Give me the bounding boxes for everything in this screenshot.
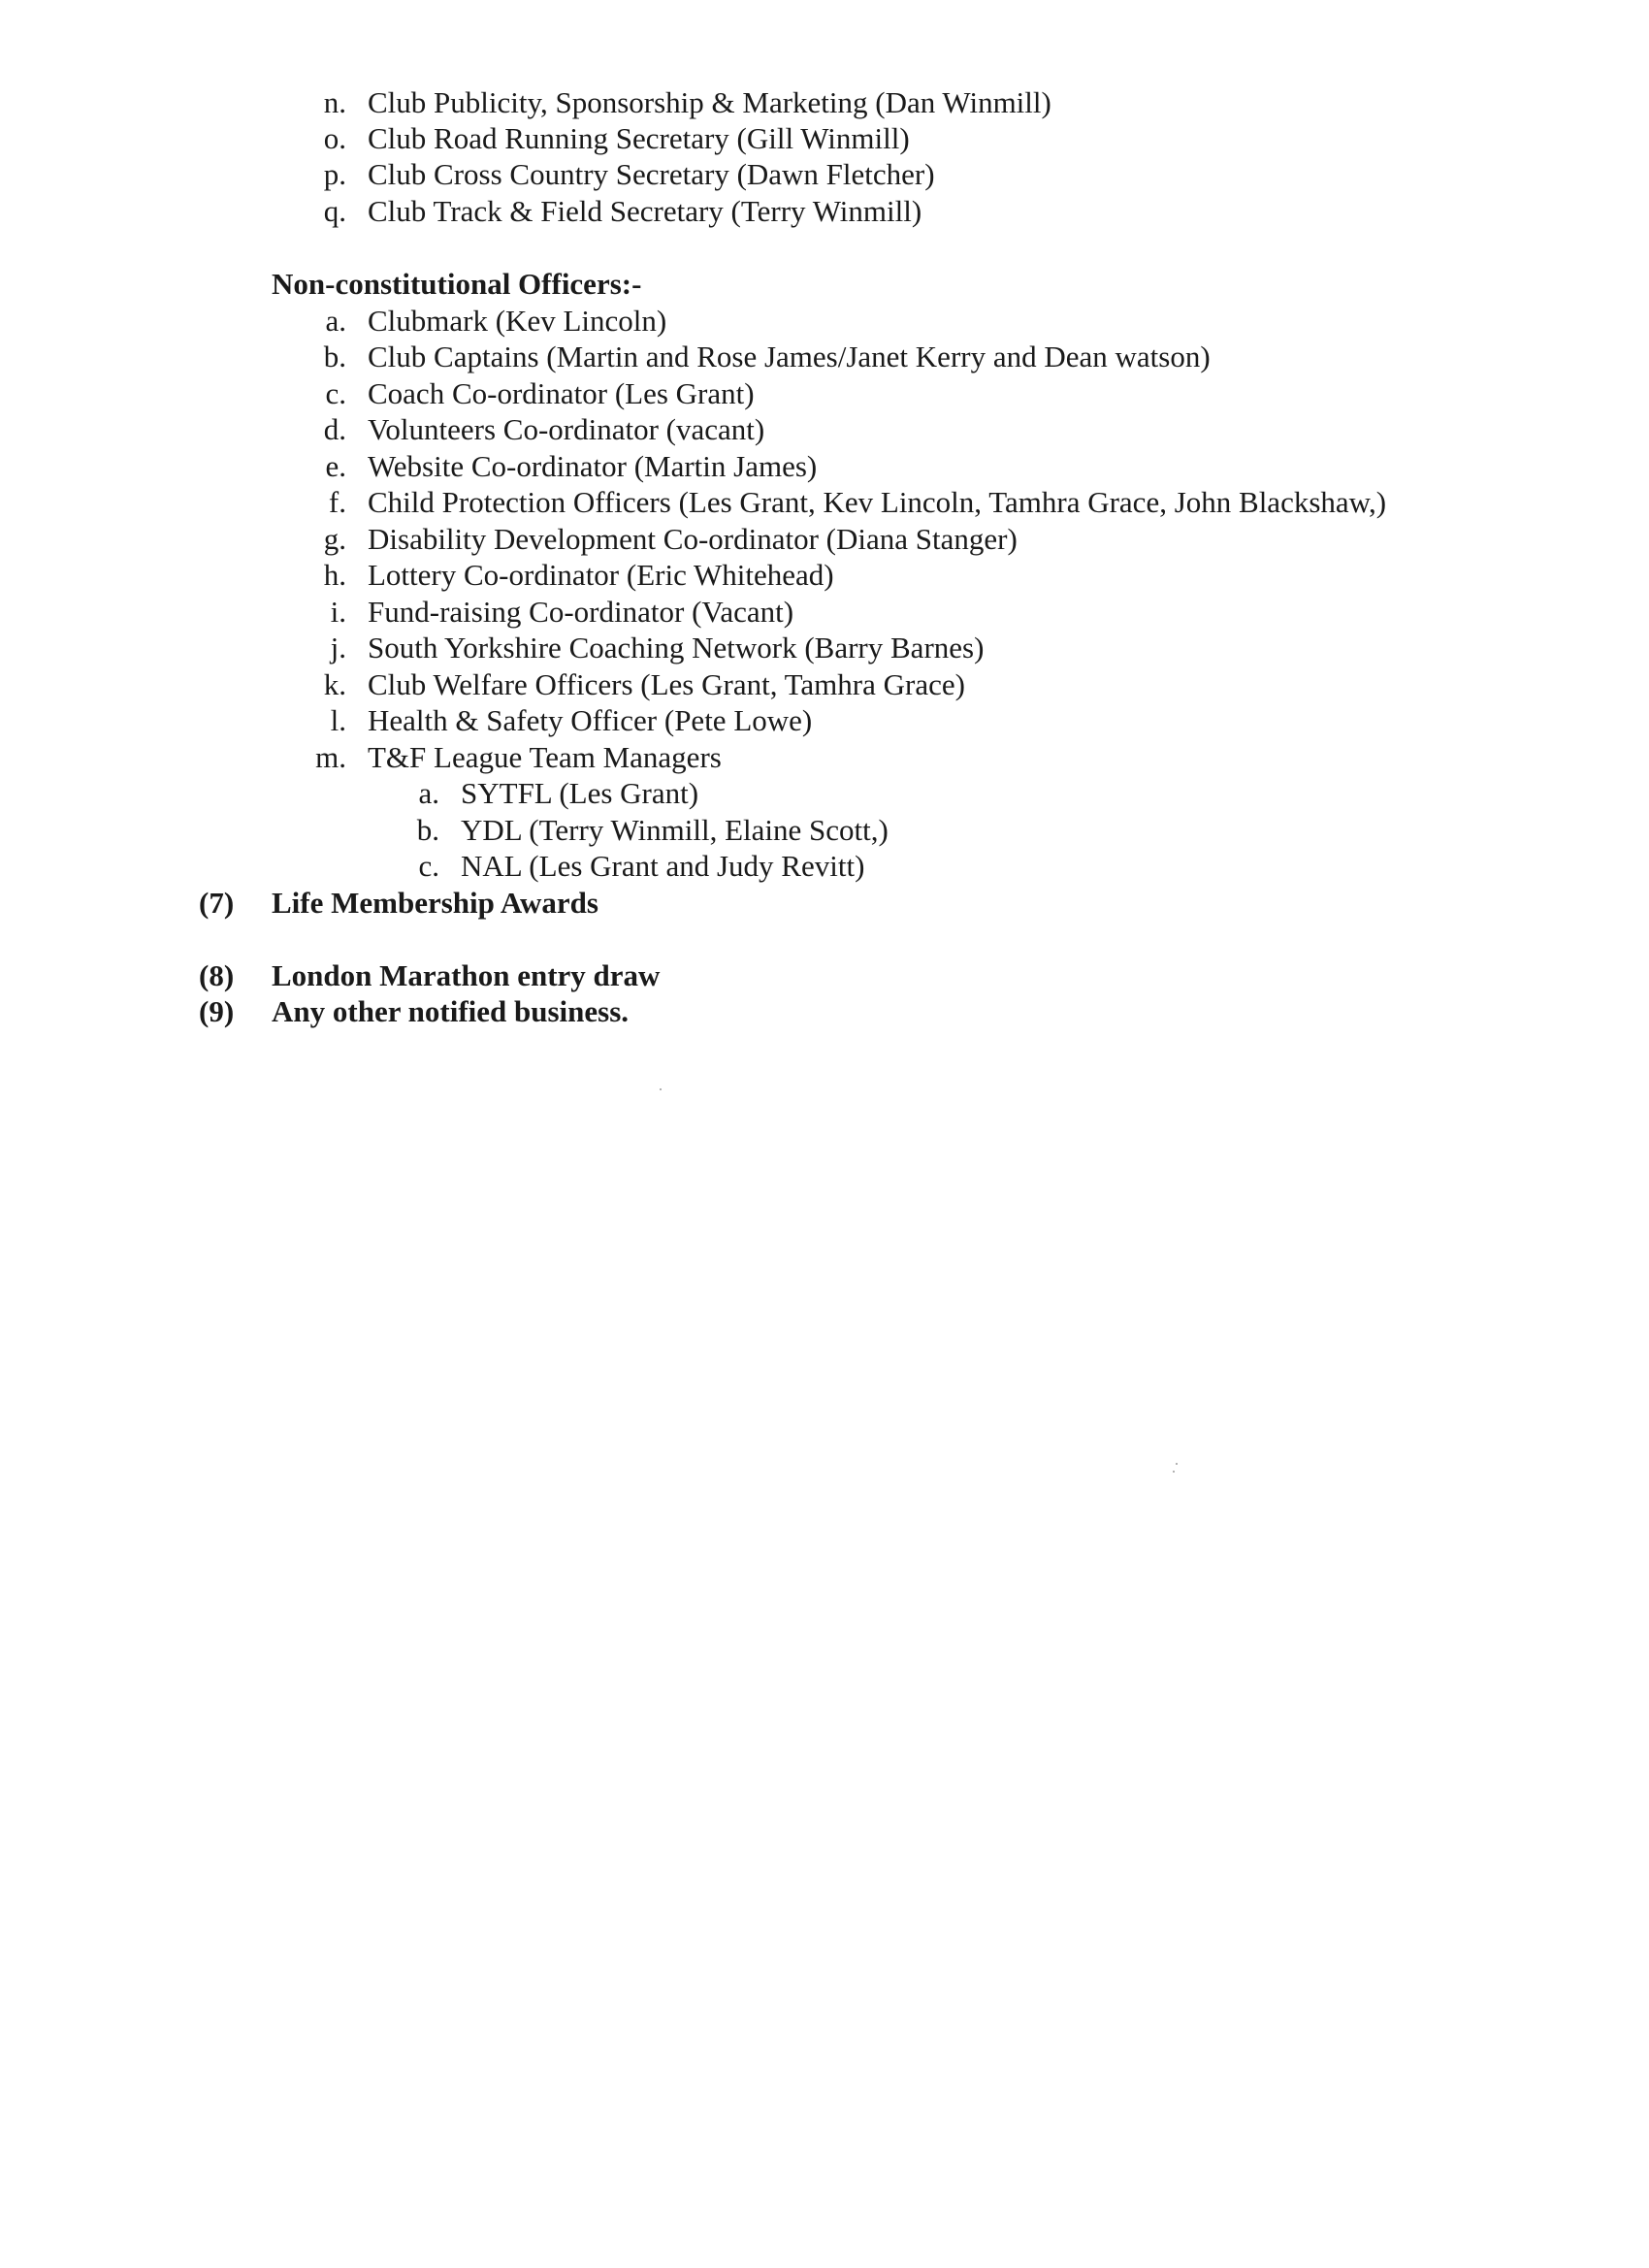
- list-marker: q.: [323, 194, 346, 228]
- scan-speck: [660, 1088, 662, 1090]
- agenda-item: [199, 885, 598, 921]
- agenda-text: Life Membership Awards: [272, 886, 598, 920]
- agenda-number: (9): [199, 994, 235, 1028]
- list-item: [299, 666, 965, 702]
- list-item-text: Club Cross Country Secretary (Dawn Fletcher): [368, 157, 935, 191]
- list-item-text: Club Track & Field Secretary (Terry Winmill): [368, 194, 922, 228]
- list-item-text: YDL (Terry Winmill, Elaine Scott,): [461, 813, 889, 847]
- list-item-text: Club Publicity, Sponsorship & Marketing (Dan Winmill): [368, 85, 1051, 119]
- list-item: [299, 739, 722, 775]
- list-marker: h.: [323, 558, 346, 592]
- list-item-text: Volunteers Co-ordinator (vacant): [368, 412, 765, 446]
- agenda-number: (7): [199, 886, 235, 920]
- list-marker: g.: [323, 522, 346, 556]
- list-item: [299, 557, 834, 593]
- agenda-text: London Marathon entry draw: [272, 958, 661, 992]
- list-marker: m.: [315, 740, 346, 774]
- list-item: [299, 630, 984, 665]
- list-item: [299, 448, 817, 484]
- list-item: [299, 339, 1211, 374]
- sub-list-item: [392, 775, 698, 811]
- list-item-text: Health & Safety Officer (Pete Lowe): [368, 703, 813, 737]
- list-marker: o.: [323, 121, 346, 155]
- list-marker: e.: [325, 449, 346, 483]
- scan-speck: [1176, 1463, 1178, 1465]
- list-marker: a.: [418, 776, 439, 810]
- list-item: [299, 702, 812, 738]
- sub-list-item: [392, 812, 889, 848]
- list-item: [299, 193, 922, 229]
- list-item: [299, 521, 1018, 557]
- list-item-text: NAL (Les Grant and Judy Revitt): [461, 849, 865, 883]
- list-item-text: Lottery Co-ordinator (Eric Whitehead): [368, 558, 834, 592]
- list-item: [299, 84, 1051, 120]
- sub-list-item: [392, 848, 864, 884]
- list-marker: p.: [323, 157, 346, 191]
- agenda-text: Any other notified business.: [272, 994, 630, 1028]
- list-marker: c.: [325, 376, 346, 410]
- section-heading: Non-constitutional Officers:-: [272, 267, 642, 301]
- list-marker: b.: [323, 340, 346, 373]
- list-item: [299, 594, 793, 630]
- scan-speck: [1173, 1471, 1175, 1473]
- list-marker: f.: [328, 485, 346, 519]
- list-item-text: T&F League Team Managers: [368, 740, 722, 774]
- list-item-text: Disability Development Co-ordinator (Diana Stanger): [368, 522, 1018, 556]
- list-item: [299, 375, 755, 411]
- list-item-text: Child Protection Officers (Les Grant, Kev Lincoln, Tamhra Grace, John Blackshaw,): [368, 485, 1387, 519]
- list-marker: i.: [330, 595, 346, 629]
- list-item: [299, 484, 1386, 520]
- list-item-text: SYTFL (Les Grant): [461, 776, 699, 810]
- list-item-text: Website Co-ordinator (Martin James): [368, 449, 818, 483]
- list-item-text: Fund-raising Co-ordinator (Vacant): [368, 595, 794, 629]
- agenda-item: [199, 993, 629, 1029]
- list-item-text: Coach Co-ordinator (Les Grant): [368, 376, 755, 410]
- agenda-item: [199, 957, 660, 993]
- list-item: [299, 156, 935, 192]
- agenda-number: (8): [199, 958, 235, 992]
- list-marker: a.: [325, 304, 346, 338]
- list-marker: j.: [330, 631, 346, 664]
- list-marker: l.: [330, 703, 346, 737]
- list-item-text: South Yorkshire Coaching Network (Barry Barnes): [368, 631, 985, 664]
- list-item: [299, 120, 910, 156]
- list-item: [299, 303, 666, 339]
- list-marker: d.: [323, 412, 346, 446]
- list-item-text: Club Captains (Martin and Rose James/Janet Kerry and Dean watson): [368, 340, 1211, 373]
- list-marker: n.: [323, 85, 346, 119]
- list-item-text: Club Welfare Officers (Les Grant, Tamhra Grace): [368, 667, 965, 701]
- list-marker: b.: [416, 813, 439, 847]
- list-item-text: Club Road Running Secretary (Gill Winmill): [368, 121, 910, 155]
- list-marker: k.: [323, 667, 346, 701]
- list-item: [299, 411, 764, 447]
- list-item-text: Clubmark (Kev Lincoln): [368, 304, 667, 338]
- list-marker: c.: [418, 849, 439, 883]
